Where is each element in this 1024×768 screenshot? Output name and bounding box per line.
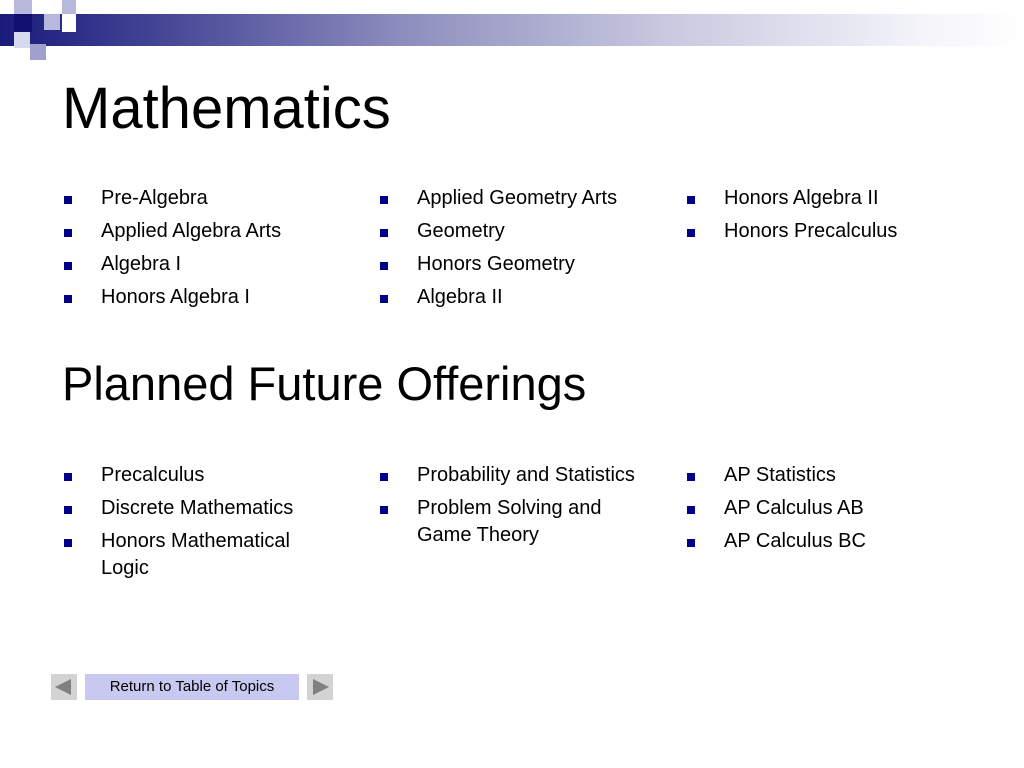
future-list-column-3	[686, 462, 866, 561]
list-item: Honors Algebra II	[686, 185, 897, 212]
previous-slide-button[interactable]	[51, 674, 77, 700]
list-item: AP Statistics	[686, 462, 866, 489]
list-item: Algebra I	[63, 251, 281, 278]
decorative-square	[0, 0, 14, 14]
decorative-square	[30, 44, 46, 60]
decorative-square	[14, 0, 32, 14]
list-item: Precalculus	[63, 462, 333, 489]
slide-title: Mathematics	[62, 76, 391, 141]
list-item: Algebra II	[379, 284, 659, 311]
triangle-left-icon	[51, 674, 77, 700]
decorative-square	[14, 14, 32, 32]
list-item: Discrete Mathematics	[63, 495, 333, 522]
list-item: Pre-Algebra	[63, 185, 281, 212]
list-item: Applied Algebra Arts	[63, 218, 281, 245]
decorative-square	[44, 14, 60, 30]
next-slide-button[interactable]	[307, 674, 333, 700]
return-to-topics-button[interactable]: Return to Table of Topics	[85, 674, 299, 700]
triangle-right-icon	[307, 674, 333, 700]
decorative-square	[62, 14, 76, 32]
future-list-column-2	[379, 462, 649, 555]
course-list-column-1	[63, 185, 281, 317]
list-item: Probability and Statistics	[379, 462, 649, 489]
course-list-column-2	[379, 185, 659, 317]
decorative-square	[62, 0, 76, 14]
header-banner	[0, 14, 1024, 46]
list-item: Problem Solving and Game Theory	[379, 495, 649, 549]
list-item: AP Calculus AB	[686, 495, 866, 522]
list-item: Applied Geometry Arts	[379, 185, 659, 212]
list-item: Honors Mathematical Logic	[63, 528, 333, 582]
list-item: Geometry	[379, 218, 659, 245]
list-item: AP Calculus BC	[686, 528, 866, 555]
list-item: Honors Geometry	[379, 251, 659, 278]
section-title: Planned Future Offerings	[62, 357, 587, 410]
decorative-square	[14, 32, 30, 48]
list-item: Honors Precalculus	[686, 218, 897, 245]
list-item: Honors Algebra I	[63, 284, 281, 311]
future-list-column-1	[63, 462, 333, 588]
course-list-column-3	[686, 185, 897, 251]
